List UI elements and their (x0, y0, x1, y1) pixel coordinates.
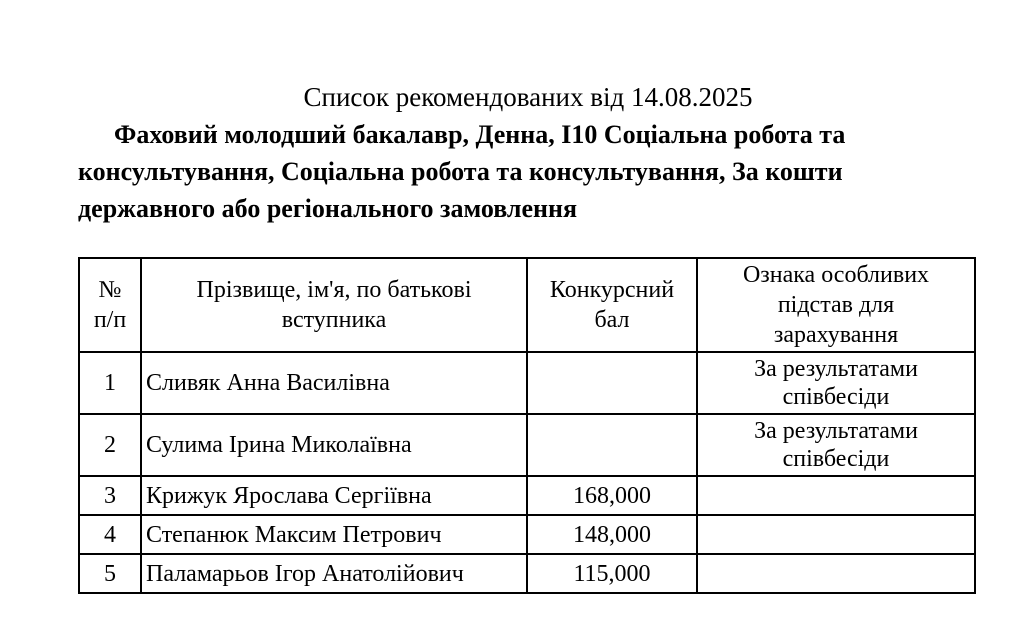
row-score: 148,000 (527, 515, 697, 554)
row-number: 2 (79, 414, 141, 476)
basis-line: співбесіди (782, 446, 890, 472)
row-score (527, 352, 697, 414)
row-number: 5 (79, 554, 141, 593)
row-number: 1 (79, 352, 141, 414)
basis-line: За результатами (754, 356, 918, 382)
page-title: Список рекомендованих від 14.08.2025 (303, 82, 753, 112)
table-row (79, 414, 975, 476)
table-row (79, 554, 975, 593)
header-basis (697, 258, 975, 352)
table-row (79, 515, 975, 554)
row-name: Сулима Ірина Миколаївна (141, 414, 527, 476)
header-line: № (98, 277, 122, 303)
row-name: Паламарьов Ігор Анатолійович (141, 554, 527, 593)
row-score: 168,000 (527, 476, 697, 515)
header-line: підстав для (777, 292, 895, 318)
header-score (527, 258, 697, 352)
row-number: 3 (79, 476, 141, 515)
subtitle-text: Фаховий молодший бакалавр, Денна, I10 Соціальна робота та консультування, Соціальна робота та консультування, За кошти державного або регіонального замовлення (78, 120, 846, 223)
header-line: бал (594, 307, 630, 333)
row-name: Крижук Ярослава Сергіївна (141, 476, 527, 515)
row-name: Степанюк Максим Петрович (141, 515, 527, 554)
list-subtitle (78, 116, 978, 227)
row-score (527, 414, 697, 476)
basis-line: За результатами (754, 418, 918, 444)
header-number (79, 258, 141, 352)
recommended-list-table (78, 257, 976, 594)
header-line: Конкурсний (549, 277, 675, 303)
header-line: зарахування (773, 322, 899, 348)
row-basis (697, 476, 975, 515)
table-header-row (79, 258, 975, 352)
row-basis (697, 515, 975, 554)
row-basis (697, 554, 975, 593)
row-name: Сливяк Анна Василівна (141, 352, 527, 414)
header-line: п/п (93, 307, 127, 333)
header-name (141, 258, 527, 352)
table-row (79, 352, 975, 414)
row-number: 4 (79, 515, 141, 554)
basis-line: співбесіди (782, 384, 890, 410)
header-line: Прізвище, ім'я, по батькові (196, 277, 472, 303)
row-basis (697, 414, 975, 476)
row-score: 115,000 (527, 554, 697, 593)
row-basis (697, 352, 975, 414)
table-row (79, 476, 975, 515)
header-line: вступника (281, 307, 387, 333)
header-line: Ознака особливих (742, 262, 930, 288)
